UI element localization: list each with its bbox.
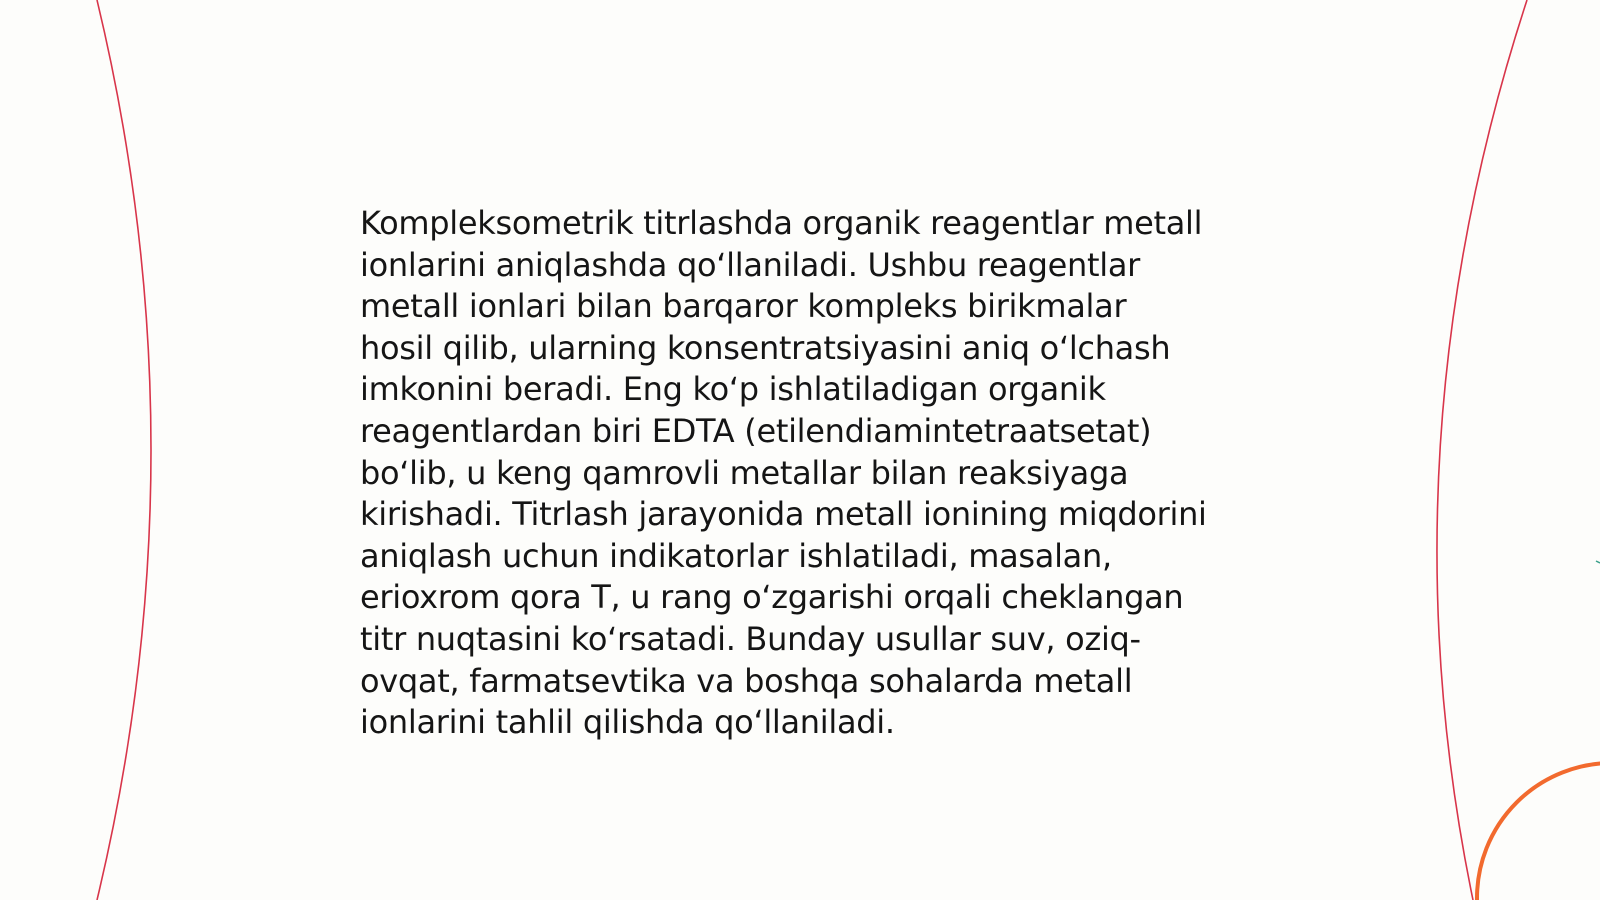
text-line: kirishadi. Titrlash jarayonida metall ionining miqdorini — [360, 495, 1207, 534]
right-arc-decoration — [1437, 0, 1527, 900]
left-arc-decoration — [97, 0, 151, 900]
small-accent-mark — [1596, 561, 1600, 563]
text-line: imkonini beradi. Eng koʻp ishlatiladigan organik — [360, 370, 1106, 409]
text-line: erioxrom qora T, u rang oʻzgarishi orqali cheklangan — [360, 578, 1184, 617]
text-line: metall ionlari bilan barqaror kompleks birikmalar — [360, 287, 1127, 326]
text-line: titr nuqtasini koʻrsatadi. Bunday usullar suv, oziq- — [360, 619, 1141, 658]
text-line: reagentlardan biri EDTA (etilendiamintetraatsetat) — [360, 411, 1152, 450]
body-paragraph — [360, 203, 1260, 744]
text-line: boʻlib, u keng qamrovli metallar bilan reaksiyaga — [360, 453, 1129, 492]
text-line: ovqat, farmatsevtika va boshqa sohalarda metall — [360, 661, 1133, 700]
text-line: aniqlash uchun indikatorlar ishlatiladi, masalan, — [360, 536, 1112, 575]
orange-circle-decoration — [1477, 763, 1600, 900]
text-line: ionlarini aniqlashda qoʻllaniladi. Ushbu reagentlar — [360, 245, 1141, 284]
text-line: ionlarini tahlil qilishda qoʻllaniladi. — [360, 703, 895, 742]
text-line: Kompleksometrik titrlashda organik reagentlar metall — [360, 204, 1203, 242]
text-line: hosil qilib, ularning konsentratsiyasini aniq oʻlchash — [360, 328, 1171, 367]
